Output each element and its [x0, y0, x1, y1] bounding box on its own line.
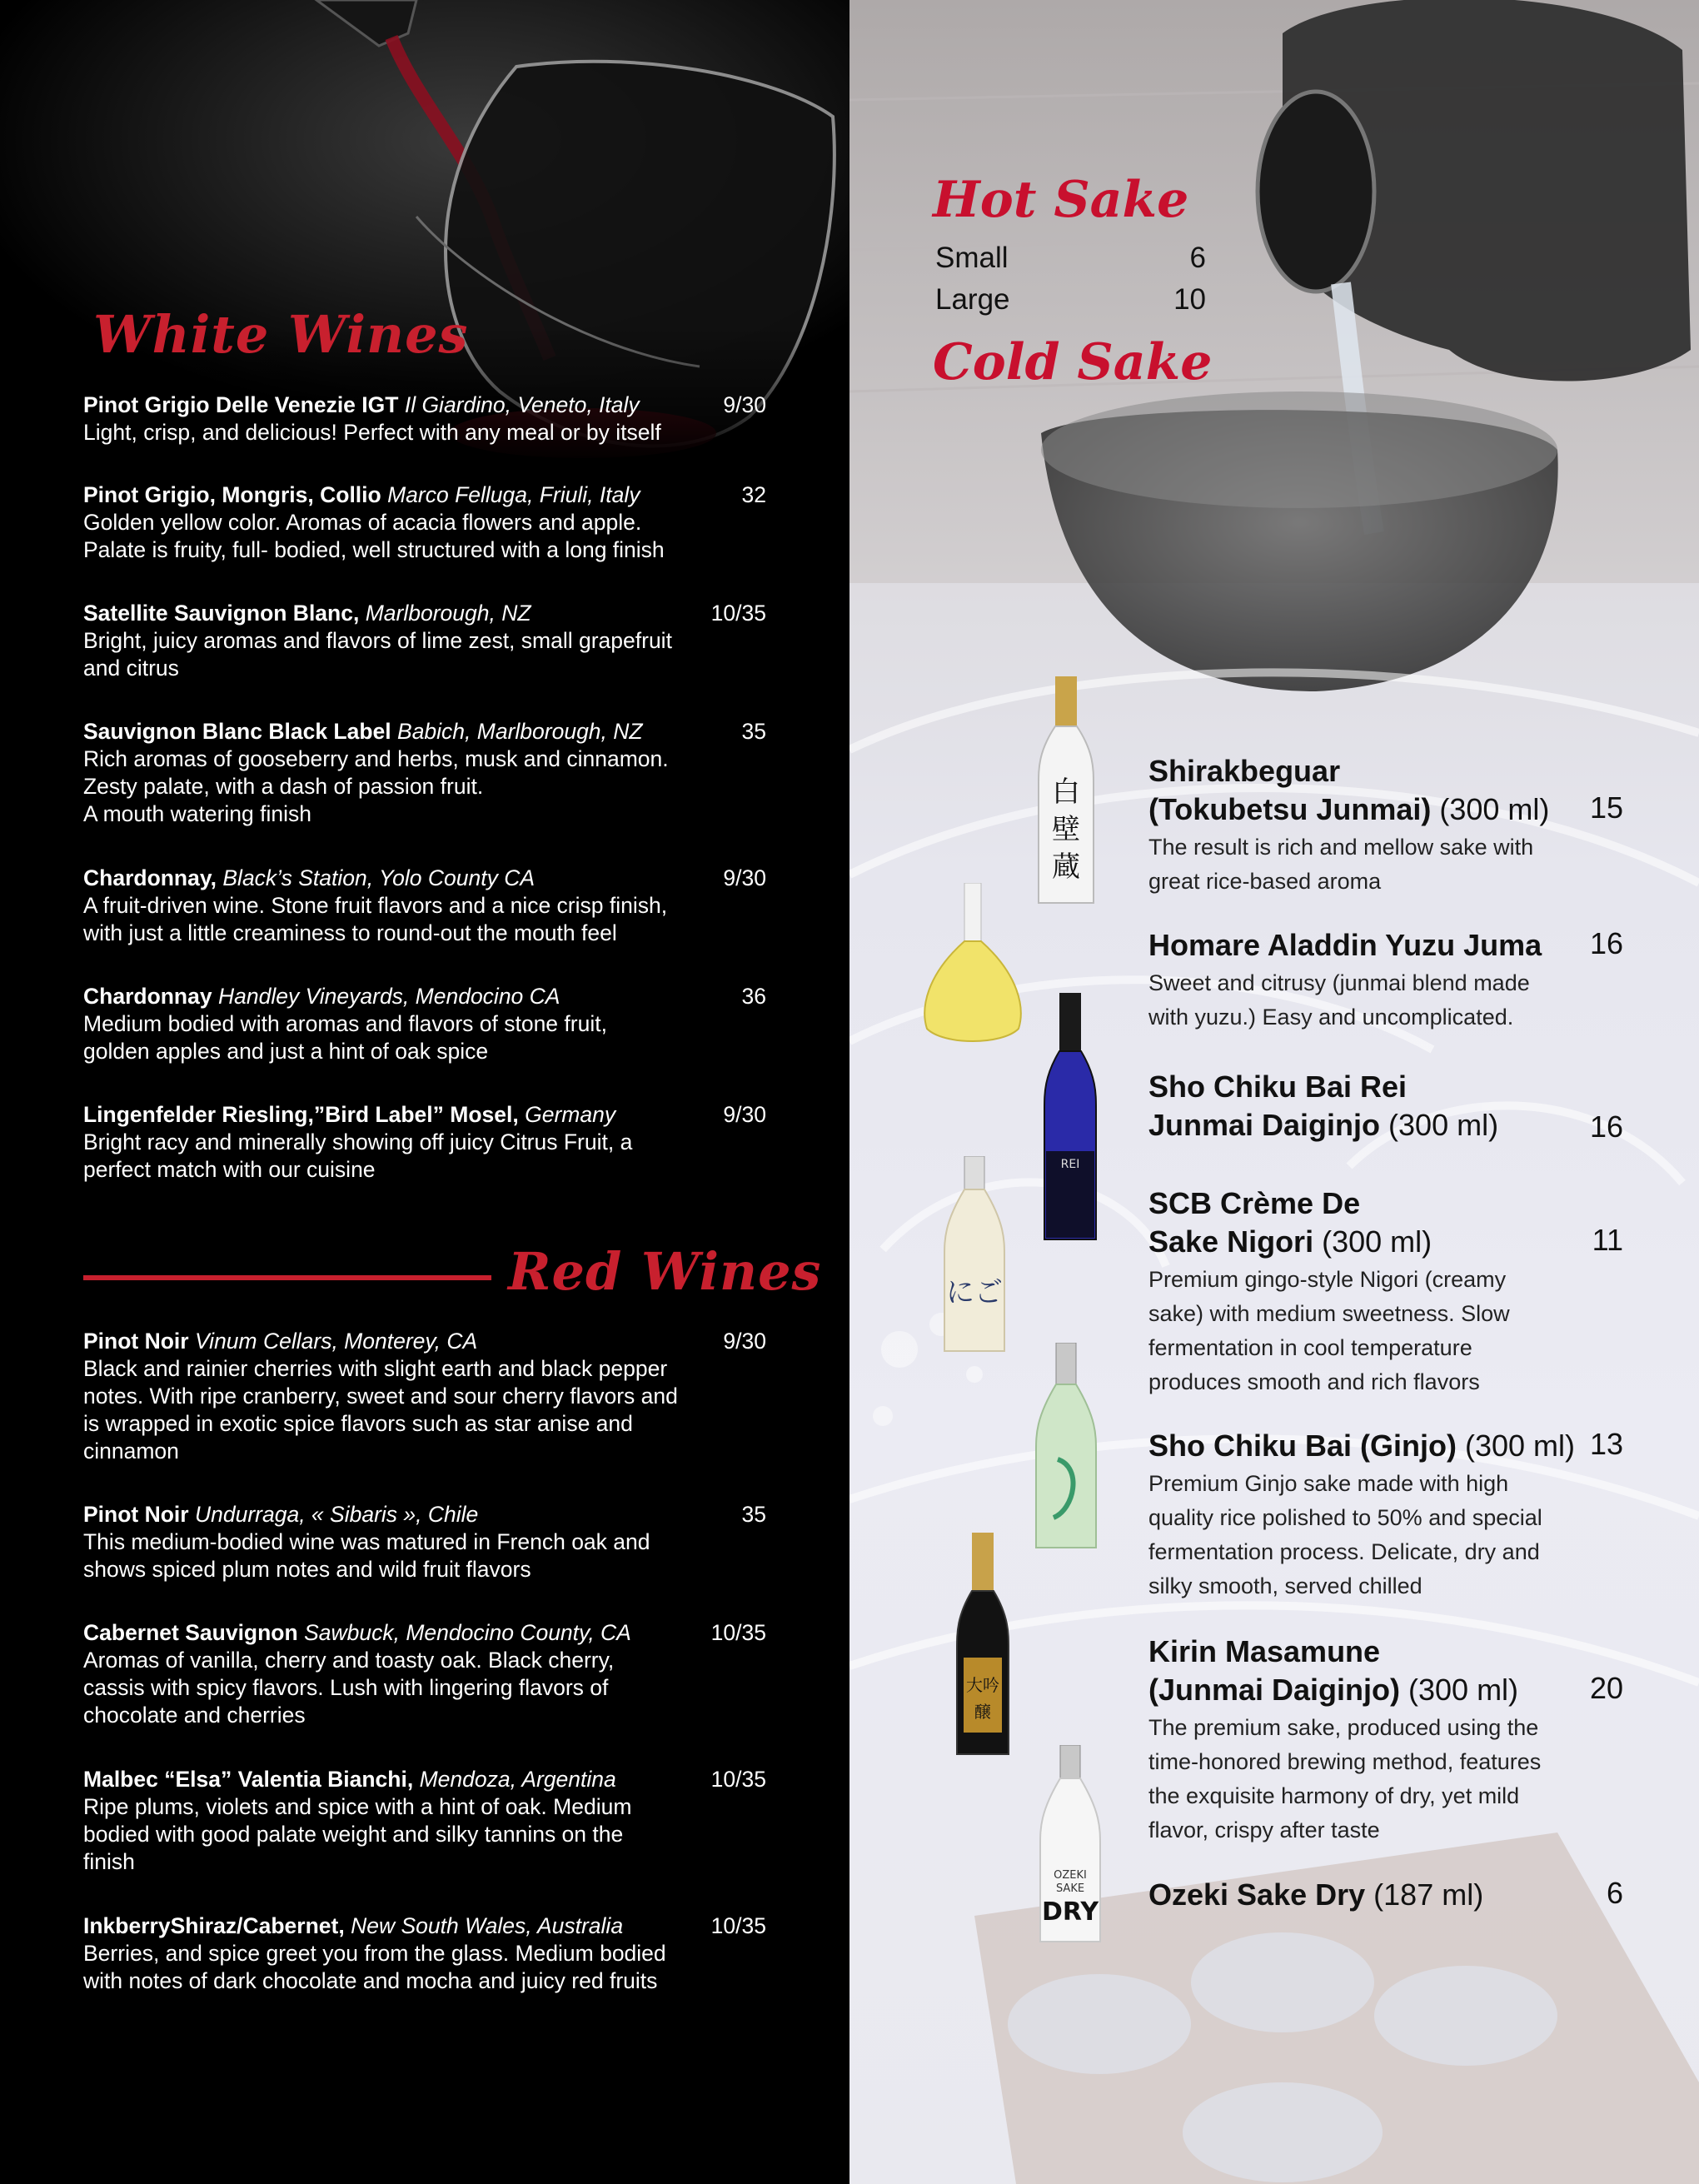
svg-text:壁: 壁: [1052, 813, 1080, 846]
sake-volume: (187 ml): [1365, 1877, 1484, 1912]
svg-text:醸: 醸: [974, 1702, 991, 1722]
wine-price: 10/35: [710, 1913, 766, 1938]
sake-name-line: [1148, 1427, 1623, 1465]
wine-origin: New South Wales, Australia: [351, 1913, 624, 1938]
wine-item: [83, 718, 766, 828]
sake-name-line: [1148, 926, 1623, 965]
sake-price: 15: [1589, 790, 1623, 825]
wine-item: [83, 1328, 766, 1465]
sake-name: Sho Chiku Bai Rei Junmai Daiginjo: [1148, 1070, 1408, 1142]
wine-description: Bright, juicy aromas and flavors of lime zest, small grapefruit and citrus: [83, 628, 672, 681]
sake-name-line: [1148, 752, 1623, 829]
cold-sake-item: [1148, 752, 1623, 899]
wine-origin: Marlborough, NZ: [365, 601, 531, 626]
ozeki-label-3: DRY: [1041, 1897, 1099, 1927]
shirakabegura-bottle-image: [1037, 676, 1095, 910]
sake-name: SCB Crème De Sake Nigori: [1148, 1186, 1361, 1259]
sake-description: The result is rich and mellow sake with great rice-based aroma: [1148, 835, 1534, 894]
wine-heading: [83, 1912, 766, 1940]
sake-price: 20: [1589, 1671, 1623, 1705]
wine-price: 35: [741, 1502, 766, 1527]
rei-bottle-image: [1041, 993, 1099, 1243]
wine-item: [83, 1766, 766, 1876]
red-wines-divider: [83, 1275, 491, 1280]
ozeki-label-2: SAKE: [1055, 1882, 1085, 1895]
sake-price: 16: [1589, 926, 1623, 960]
sake-price: 13: [1589, 1427, 1623, 1461]
wine-origin: Mendoza, Argentina: [419, 1767, 616, 1792]
wine-name: Chardonnay: [83, 984, 212, 1009]
wine-price: 10/35: [710, 601, 766, 626]
wine-origin: Germany: [525, 1102, 616, 1127]
wine-name: Malbec “Elsa” Valentia Bianchi,: [83, 1767, 414, 1792]
hot-sake-price: 10: [1173, 283, 1206, 316]
wine-name: Chardonnay,: [83, 865, 217, 890]
wine-name: Lingenfelder Riesling,”Bird Label” Mosel,: [83, 1102, 519, 1127]
wine-name: Cabernet Sauvignon: [83, 1620, 298, 1645]
wine-origin: Sawbuck, Mendocino County, CA: [304, 1620, 631, 1645]
sake-name: Ozeki Sake Dry: [1148, 1877, 1366, 1912]
sake-name-line: [1148, 1876, 1623, 1914]
wine-name: InkberryShiraz/Cabernet,: [83, 1913, 345, 1938]
wine-heading: [83, 1619, 766, 1647]
cold-sake-item: [1148, 926, 1623, 1035]
ginjo-bottle-image: [1033, 1343, 1099, 1551]
svg-text:蔵: 蔵: [1052, 850, 1080, 884]
wine-description: Rich aromas of gooseberry and herbs, musk and cinnamon. Zesty palate, with a dash of passion fruit. A mouth watering finish: [83, 746, 669, 826]
wine-item: [83, 1912, 766, 1995]
wine-name: Sauvignon Blanc Black Label: [83, 719, 391, 744]
hot-sake-size: Large: [935, 283, 1010, 316]
wine-name: Pinot Grigio, Mongris, Collio: [83, 482, 381, 507]
wine-name: Pinot Noir: [83, 1329, 189, 1354]
svg-text:大吟: 大吟: [966, 1675, 999, 1695]
wine-origin: Black’s Station, Yolo County CA: [222, 865, 536, 890]
sake-volume: (300 ml): [1456, 1429, 1576, 1463]
cold-sake-item: [1148, 1427, 1623, 1603]
wine-price: 9/30: [723, 1329, 766, 1354]
cold-sake-item: [1148, 1068, 1623, 1144]
wine-heading: [83, 391, 766, 419]
yuzu-bottle-image: [919, 883, 1027, 1045]
wine-origin: Babich, Marlborough, NZ: [397, 719, 643, 744]
sake-volume: (300 ml): [1313, 1224, 1432, 1259]
red-wines-title: Red Wines: [508, 1241, 822, 1302]
wine-name: Satellite Sauvignon Blanc,: [83, 601, 360, 626]
cold-sake-item: [1148, 1876, 1623, 1914]
wine-item: [83, 865, 766, 947]
sake-price: 16: [1589, 1109, 1623, 1144]
sake-price: 6: [1606, 1876, 1623, 1910]
wine-item: [83, 983, 766, 1065]
wine-heading: [83, 1101, 766, 1129]
wine-price: 10/35: [710, 1620, 766, 1645]
wine-description: Golden yellow color. Aromas of acacia flowers and apple. Palate is fruity, full- bodied, well structured with a long finish: [83, 510, 665, 562]
wine-origin: Undurraga, « Sibaris », Chile: [194, 1502, 479, 1527]
wine-heading: [83, 865, 766, 892]
wine-item: [83, 1501, 766, 1583]
cold-sake-item: [1148, 1184, 1623, 1399]
wine-origin: Vinum Cellars, Monterey, CA: [194, 1329, 478, 1354]
wine-name: Pinot Grigio Delle Venezie IGT: [83, 392, 399, 417]
sake-name-line: [1148, 1184, 1623, 1261]
wine-description: Aromas of vanilla, cherry and toasty oak. Black cherry, cassis with spicy flavors. Lush with lingering flavors of chocolate and cherries: [83, 1648, 615, 1728]
sake-name: Kirin Masamune (Junmai Daiginjo): [1148, 1634, 1401, 1707]
wine-origin: Il Giardino, Veneto, Italy: [404, 392, 640, 417]
sake-description: Premium Ginjo sake made with high quality rice polished to 50% and special fermentation process. Delicate, dry and silky smooth, served chilled: [1148, 1471, 1542, 1598]
ozeki-bottle-image: [1037, 1745, 1104, 1945]
wine-heading: [83, 481, 766, 509]
wine-name: Pinot Noir: [83, 1502, 189, 1527]
wine-price: 9/30: [723, 1102, 766, 1127]
wine-item: [83, 481, 766, 564]
svg-text:にご: にご: [946, 1276, 1003, 1309]
sake-description: The premium sake, produced using the time-honored brewing method, features the exquisite harmony of dry, yet mild flavor, crispy after taste: [1148, 1715, 1542, 1842]
sake-description: Premium gingo-style Nigori (creamy sake) with medium sweetness. Slow fermentation in cool temperature produces smooth and rich flavors: [1148, 1267, 1510, 1394]
sake-name: Sho Chiku Bai (Ginjo): [1148, 1429, 1457, 1463]
wine-origin: Handley Vineyards, Mendocino CA: [217, 984, 561, 1009]
wine-heading: [83, 1766, 766, 1793]
nigori-bottle-image: [941, 1156, 1008, 1356]
wine-description: Berries, and spice greet you from the glass. Medium bodied with notes of dark chocolate and mocha and juicy red fruits: [83, 1941, 666, 1993]
wine-description: Bright racy and minerally showing off juicy Citrus Fruit, a perfect match with our cuisine: [83, 1129, 633, 1182]
sake-volume: (300 ml): [1400, 1673, 1519, 1707]
wine-item: [83, 1619, 766, 1729]
wine-heading: [83, 1501, 766, 1528]
sake-description: Sweet and citrusy (junmai blend made with yuzu.) Easy and uncomplicated.: [1148, 970, 1530, 1030]
wine-item: [83, 391, 766, 446]
wine-item: [83, 600, 766, 682]
svg-text:白: 白: [1052, 775, 1080, 809]
sake-volume: (300 ml): [1431, 792, 1550, 826]
wine-description: Ripe plums, violets and spice with a hint of oak. Medium bodied with good palate weight and silky tannins on the finish: [83, 1794, 632, 1874]
sake-name-line: [1148, 1068, 1623, 1144]
wine-price: 9/30: [723, 392, 766, 417]
wine-price: 36: [741, 984, 766, 1009]
wine-heading: [83, 600, 766, 627]
white-wines-title: White Wines: [93, 304, 469, 365]
wine-description: A fruit-driven wine. Stone fruit flavors and a nice crisp finish, with just a little creaminess to round-out the mouth feel: [83, 893, 668, 945]
sake-price: 11: [1592, 1223, 1623, 1257]
wine-origin: Marco Felluga, Friuli, Italy: [387, 482, 640, 507]
wine-price: 32: [741, 482, 766, 507]
hot-sake-size: Small: [935, 242, 1009, 274]
wine-heading: [83, 983, 766, 1010]
cold-sake-title: Cold Sake: [933, 333, 1213, 391]
wine-description: Light, crisp, and delicious! Perfect with any meal or by itself: [83, 420, 661, 445]
sake-name: Homare Aladdin Yuzu Juma: [1148, 928, 1542, 962]
wine-price: 9/30: [723, 865, 766, 890]
hot-sake-title: Hot Sake: [933, 171, 1189, 229]
hot-sake-price: 6: [1189, 242, 1206, 274]
sake-name: Shirakbeguar (Tokubetsu Junmai): [1148, 754, 1432, 826]
sake-volume: (300 ml): [1380, 1108, 1499, 1142]
ozeki-label-1: OZEKI: [1054, 1869, 1087, 1882]
wine-heading: [83, 718, 766, 745]
wine-description: Medium bodied with aromas and flavors of stone fruit, golden apples and just a hint of oak spice: [83, 1011, 607, 1064]
kirin-bottle-image: [954, 1533, 1012, 1758]
sake-name-line: [1148, 1633, 1623, 1709]
wine-description: This medium-bodied wine was matured in French oak and shows spiced plum notes and wild fruit flavors: [83, 1529, 650, 1582]
wine-item: [83, 1101, 766, 1184]
cold-sake-item: [1148, 1633, 1623, 1847]
wine-price: 10/35: [710, 1767, 766, 1792]
wine-description: Black and rainier cherries with slight earth and black pepper notes. With ripe cranberry, sweet and sour cherry flavors and is wrapped in exotic spice flavors such as star anise and cinnamon: [83, 1356, 678, 1463]
wine-price: 35: [741, 719, 766, 744]
rei-label: REI: [1060, 1158, 1080, 1171]
wine-heading: [83, 1328, 766, 1355]
